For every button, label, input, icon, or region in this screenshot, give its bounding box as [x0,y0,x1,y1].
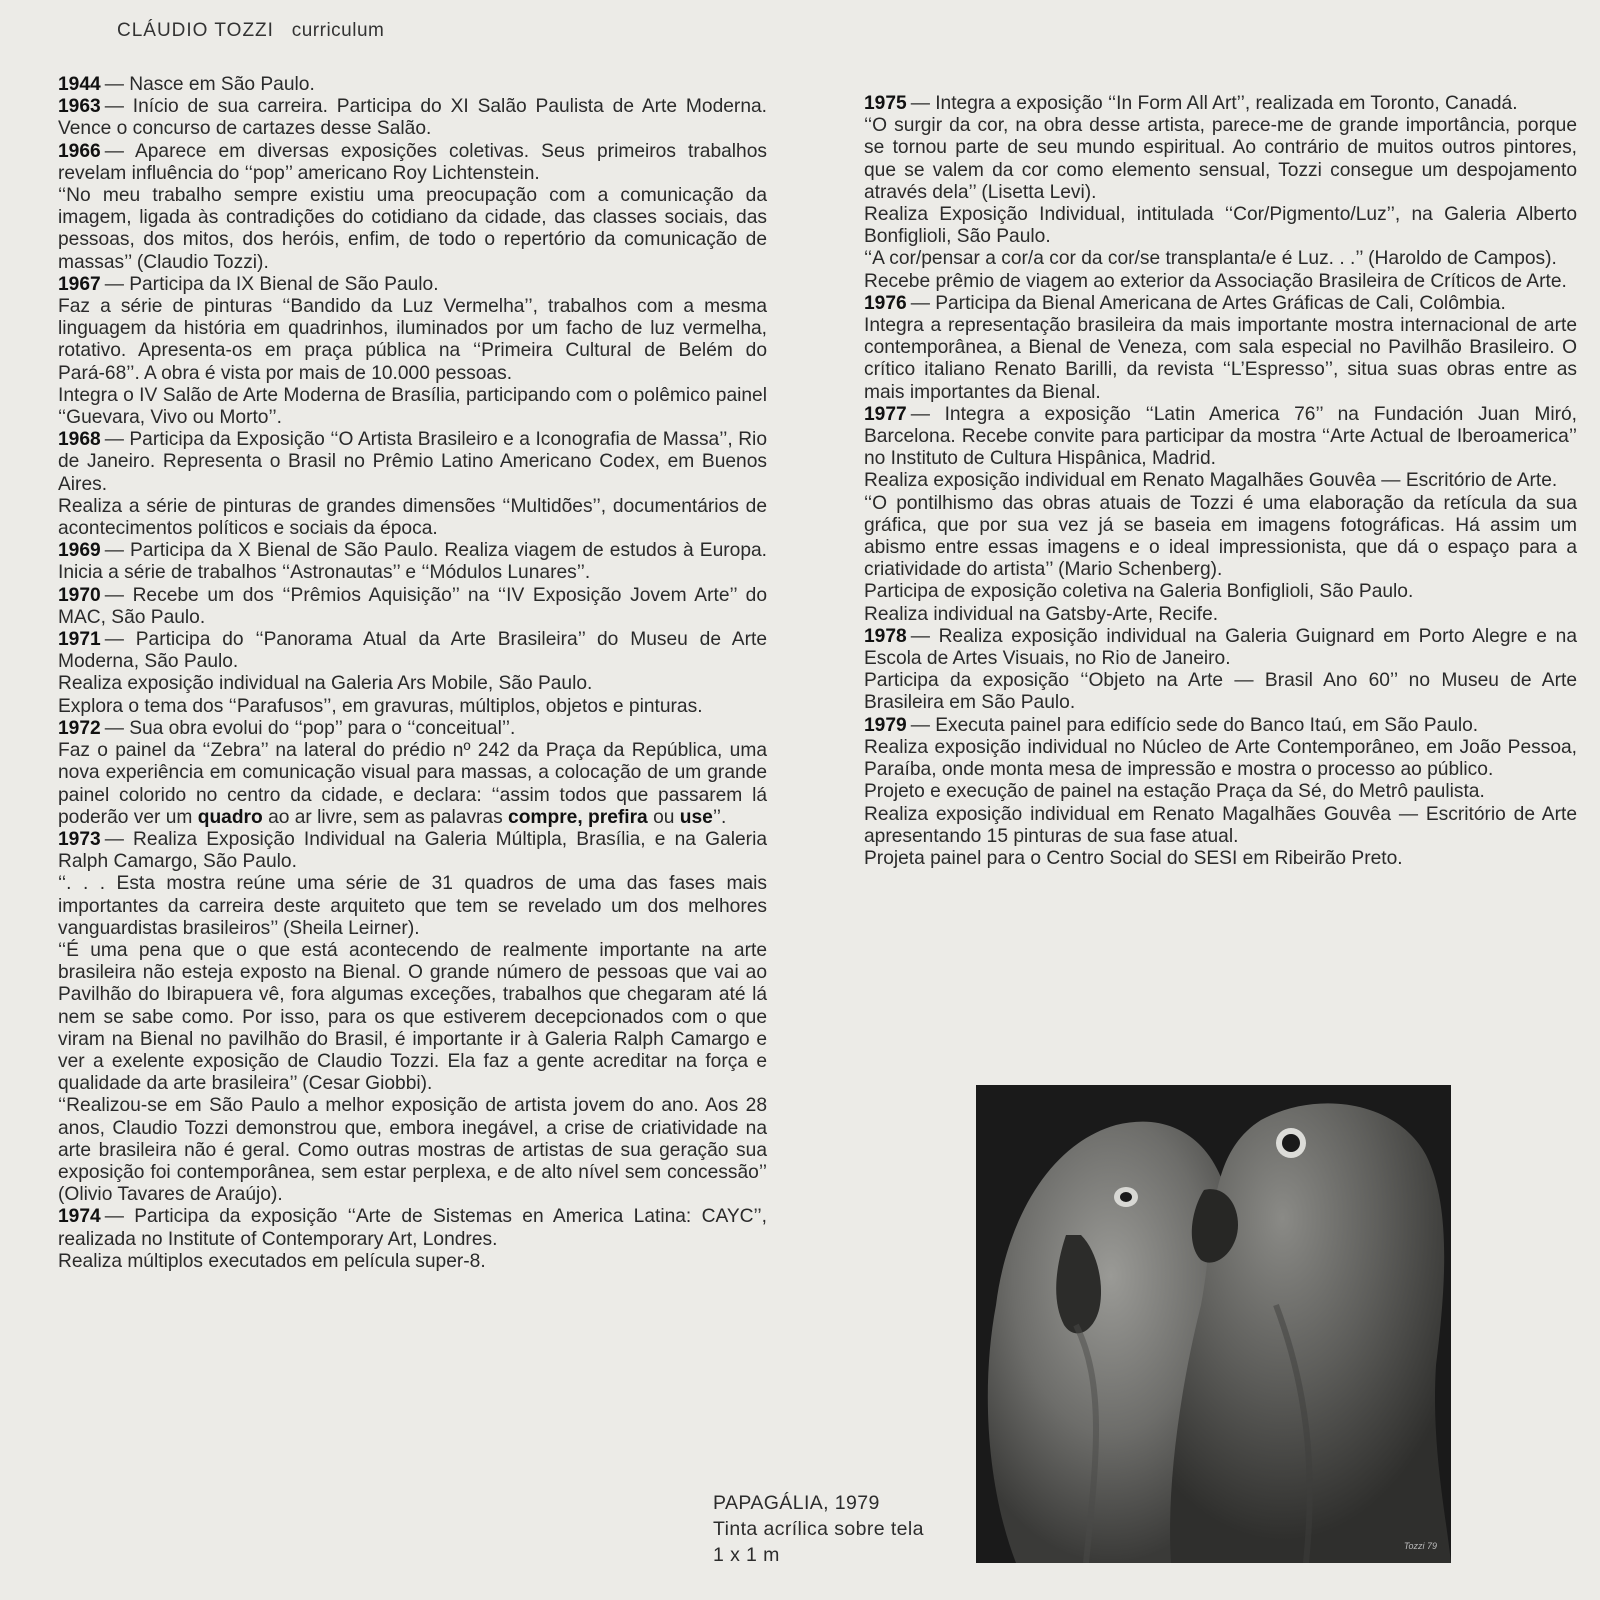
entry-1979: 1979 — Executa painel para edifício sede do Banco Itaú, em São Paulo. [864,714,1479,736]
artwork-image [976,1085,1451,1563]
parrots-illustration [976,1085,1451,1563]
entry-1967: 1967 — Participa da IX Bienal de São Paulo. [58,273,439,295]
page-header [117,20,384,42]
paragraph-brasilia: Integra o IV Salão de Arte Moderna de Brasília, participando com o polêmico painel ‘‘Guevara, Vivo ou Morto’’. [58,384,767,429]
paragraph-super8: Realiza múltiplos executados em película super-8. [58,1250,486,1272]
right-column [864,93,1577,870]
entry-1976: 1976 — Participa da Bienal Americana de Artes Gráficas de Cali, Colômbia. [864,292,1506,314]
paragraph-sesi: Projeta painel para o Centro Social do SESI em Ribeirão Preto. [864,847,1403,869]
paragraph-gouvea-1979: Realiza exposição individual em Renato Magalhães Gouvêa — Escritório de Arte apresentando 15 pinturas de sua fase atual. [864,803,1577,847]
quote-araujo: ‘‘Realizou-se em São Paulo a melhor exposição de artista jovem do ano. Aos 28 anos, Claudio Tozzi demonstrou que, embora inegável, a crise de criatividade na arte brasileira não é geral. Como outras mostras de artistas de sua geração sua exposição foi contemporânea, sem estar perplexa, e de alto nível sem concessão’’ (Olivio Tavares de Araújo). [58,1095,767,1206]
caption-medium: Tinta acrílica sobre tela [713,1518,924,1540]
quote-giobbi: ‘‘É uma pena que o que está acontecendo de realmente importante na arte brasileira não esteja exposto na Bienal. O grande número de pessoas que vai ao Pavilhão do Ibirapuera vê, fora algumas exceções, trabalhos que chegaram até lá nem se sabe como. Por isso, para os que estiverem decepcionados com o que viram na Bienal no pavilhão do Brasil, é importante ir à Galeria Ralph Camargo e ver a exelente exposição de Claudio Tozzi. Ela faz a gente acreditar na força e qualidade da arte brasileira’’ (Cesar Giobbi). [58,939,767,1095]
paragraph-veneza: Integra a representação brasileira da mais importante mostra internacional de arte contemporânea, a Bienal de Veneza, com sala especial no Pavilhão Brasileiro. O crítico italiano Renato Barilli, da revista ‘‘L’Espresso’’, situa suas obras entre as mais importantes da Bienal. [864,315,1577,403]
left-column [58,74,767,1273]
entry-1977: 1977 — Integra a exposição ‘‘Latin America 76’’ na Fundación Juan Miró, Barcelona. Recebe convite para participar da mostra ‘‘Arte Actual de Iberoamerica’’ no Instituto de Cultura Hispânica, Madrid. [864,403,1577,470]
artist-name: CLÁUDIO TOZZI [117,20,274,41]
entry-1970: 1970 — Recebe um dos ‘‘Prêmios Aquisição’’ na ‘‘IV Exposição Jovem Arte’’ do MAC, São Paulo. [58,584,767,628]
entry-1975: 1975 — Integra a exposição ‘‘In Form All Art’’, realizada em Toronto, Canadá. [864,93,1518,114]
entry-1969: 1969 — Participa da X Bienal de São Paulo. Realiza viagem de estudos à Europa. Inicia a série de trabalhos ‘‘Astronautas’’ e ‘‘Módulos Lunares’’. [58,540,767,584]
paragraph-ars-mobile: Realiza exposição individual na Galeria Ars Mobile, São Paulo. [58,673,593,695]
entry-1963: 1963 — Início de sua carreira. Participa do XI Salão Paulista de Arte Moderna. Vence o concurso de cartazes desse Salão. [58,96,767,140]
entry-1966: 1966 — Aparece em diversas exposições coletivas. Seus primeiros trabalhos revelam influência do ‘‘pop’’ americano Roy Lichtenstein. [58,140,767,184]
entry-1968: 1968 — Participa da Exposição ‘‘O Artista Brasileiro e a Iconografia de Massa’’, Rio de Janeiro. Representa o Brasil no Prêmio Latino Americano Codex, em Buenos Aires. [58,429,767,495]
paragraph-joao-pessoa: Realiza exposição individual no Núcleo de Arte Contemporâneo, em João Pessoa, Paraíba, onde monta mesa de impressão e mostra o processo ao público. [864,736,1577,781]
entry-1974: 1974 — Participa da exposição ‘‘Arte de Sistemas en America Latina: CAYC’’, realizada no Institute of Contemporary Art, Londres. [58,1206,767,1250]
paragraph-parafusos: Explora o tema dos ‘‘Parafusos’’, em gravuras, múltiplos, objetos e pinturas. [58,695,703,717]
entry-1971: 1971 — Participa do ‘‘Panorama Atual da Arte Brasileira’’ do Museu de Arte Moderna, São Paulo. [58,629,767,673]
paragraph-multidoes: Realiza a série de pinturas de grandes dimensões ‘‘Multidões’’, documentários de acontecimentos políticos e sociais da época. [58,495,767,540]
quote-levi: ‘‘O surgir da cor, na obra desse artista, parece-me de grande importância, porque se tornou parte de seu mundo espiritual. Ao contrário de muitos outros pintores, que se valem da cor como elemento sensual, Tozzi consegue um despojamento através dela’’ (Lisetta Levi). [864,115,1577,203]
header-subtitle: curriculum [291,20,385,41]
paragraph-bonfiglioli: Participa de exposição coletiva na Galeria Bonfiglioli, São Paulo. [864,581,1414,603]
artwork-signature: Tozzi 79 [1403,1541,1437,1551]
caption-size: 1 x 1 m [713,1544,780,1566]
paragraph-gatsby: Realiza individual na Gatsby-Arte, Recife. [864,603,1219,625]
paragraph-premio-viagem: Recebe prêmio de viagem ao exterior da Associação Brasileira de Críticos de Arte. [864,270,1567,292]
paragraph-objeto-arte: Participa da exposição ‘‘Objeto na Arte — Brasil Ano 60’’ no Museu de Arte Brasileira em São Paulo. [864,670,1577,714]
paragraph-bandido: Faz a série de pinturas ‘‘Bandido da Luz Vermelha’’, trabalhos com a mesma linguagem da história em quadrinhos, iluminados por um facho de luz vermelha, rotativo. Apresenta-os em praça pública na ‘‘Primeira Cultural de Belém do Pará-68’’. A obra é vista por mais de 10.000 pessoas. [58,296,767,384]
entry-1973: 1973 — Realiza Exposição Individual na Galeria Múltipla, Brasília, e na Galeria Ralph Camargo, São Paulo. [58,828,767,873]
entry-1972: 1972 — Sua obra evolui do ‘‘pop’’ para o ‘‘conceitual’’. [58,717,516,739]
artwork-caption [713,1490,924,1568]
entry-1978: 1978 — Realiza exposição individual na Galeria Guignard em Porto Alegre e na Escola de Artes Visuais, no Rio de Janeiro. [864,625,1577,670]
paragraph-cor-pigmento-luz: Realiza Exposição Individual, intitulada ‘‘Cor/Pigmento/Luz’’, na Galeria Alberto Bonfiglioli, São Paulo. [864,204,1577,248]
entry-1944: 1944 — Nasce em São Paulo. [58,74,315,95]
quote-campos: ‘‘A cor/pensar a cor/a cor da cor/se transplanta/e é Luz. . .’’ (Haroldo de Campos). [864,248,1557,270]
quote-leirner: ‘‘. . . Esta mostra reúne uma série de 31 quadros de uma das fases mais importantes da carreira deste arquiteto que tem se revelado um dos melhores vanguardistas brasileiros’’ (Sheila Leirner). [58,873,767,939]
caption-title: PAPAGÁLIA, 1979 [713,1492,880,1514]
paragraph-zebra: Faz o painel da ‘‘Zebra’’ na lateral do prédio nº 242 da Praça da República, uma nova experiência em comunicação visual para massas, a colocação de um grande painel colorido no centro da cidade, e declara: ‘‘assim todos que passarem lá poderão ver um quadro ao ar livre, sem as palavras compre, prefira ou use’’. [58,740,767,828]
paragraph-metro: Projeto e execução de painel na estação Praça da Sé, do Metrô paulista. [864,781,1485,803]
quote-schenberg: ‘‘O pontilhismo das obras atuais de Tozzi é uma elaboração da retícula da sua gráfica, que por sua vez já se baseia em imagens fotográficas. Há assim um abismo entre essas imagens e o ideal impressionista, que dá o espaço para a criatividade do artista’’ (Mario Schenberg). [864,492,1577,581]
paragraph-gouvea-1977: Realiza exposição individual em Renato Magalhães Gouvêa — Escritório de Arte. [864,470,1558,492]
quote-tozzi: ‘‘No meu trabalho sempre existiu uma preocupação com a comunicação da imagem, ligada às contradições do cotidiano da cidade, das classes sociais, das pessoas, dos mitos, dos heróis, enfim, de todo o repertório da comunicação de massas’’ (Claudio Tozzi). [58,185,767,273]
